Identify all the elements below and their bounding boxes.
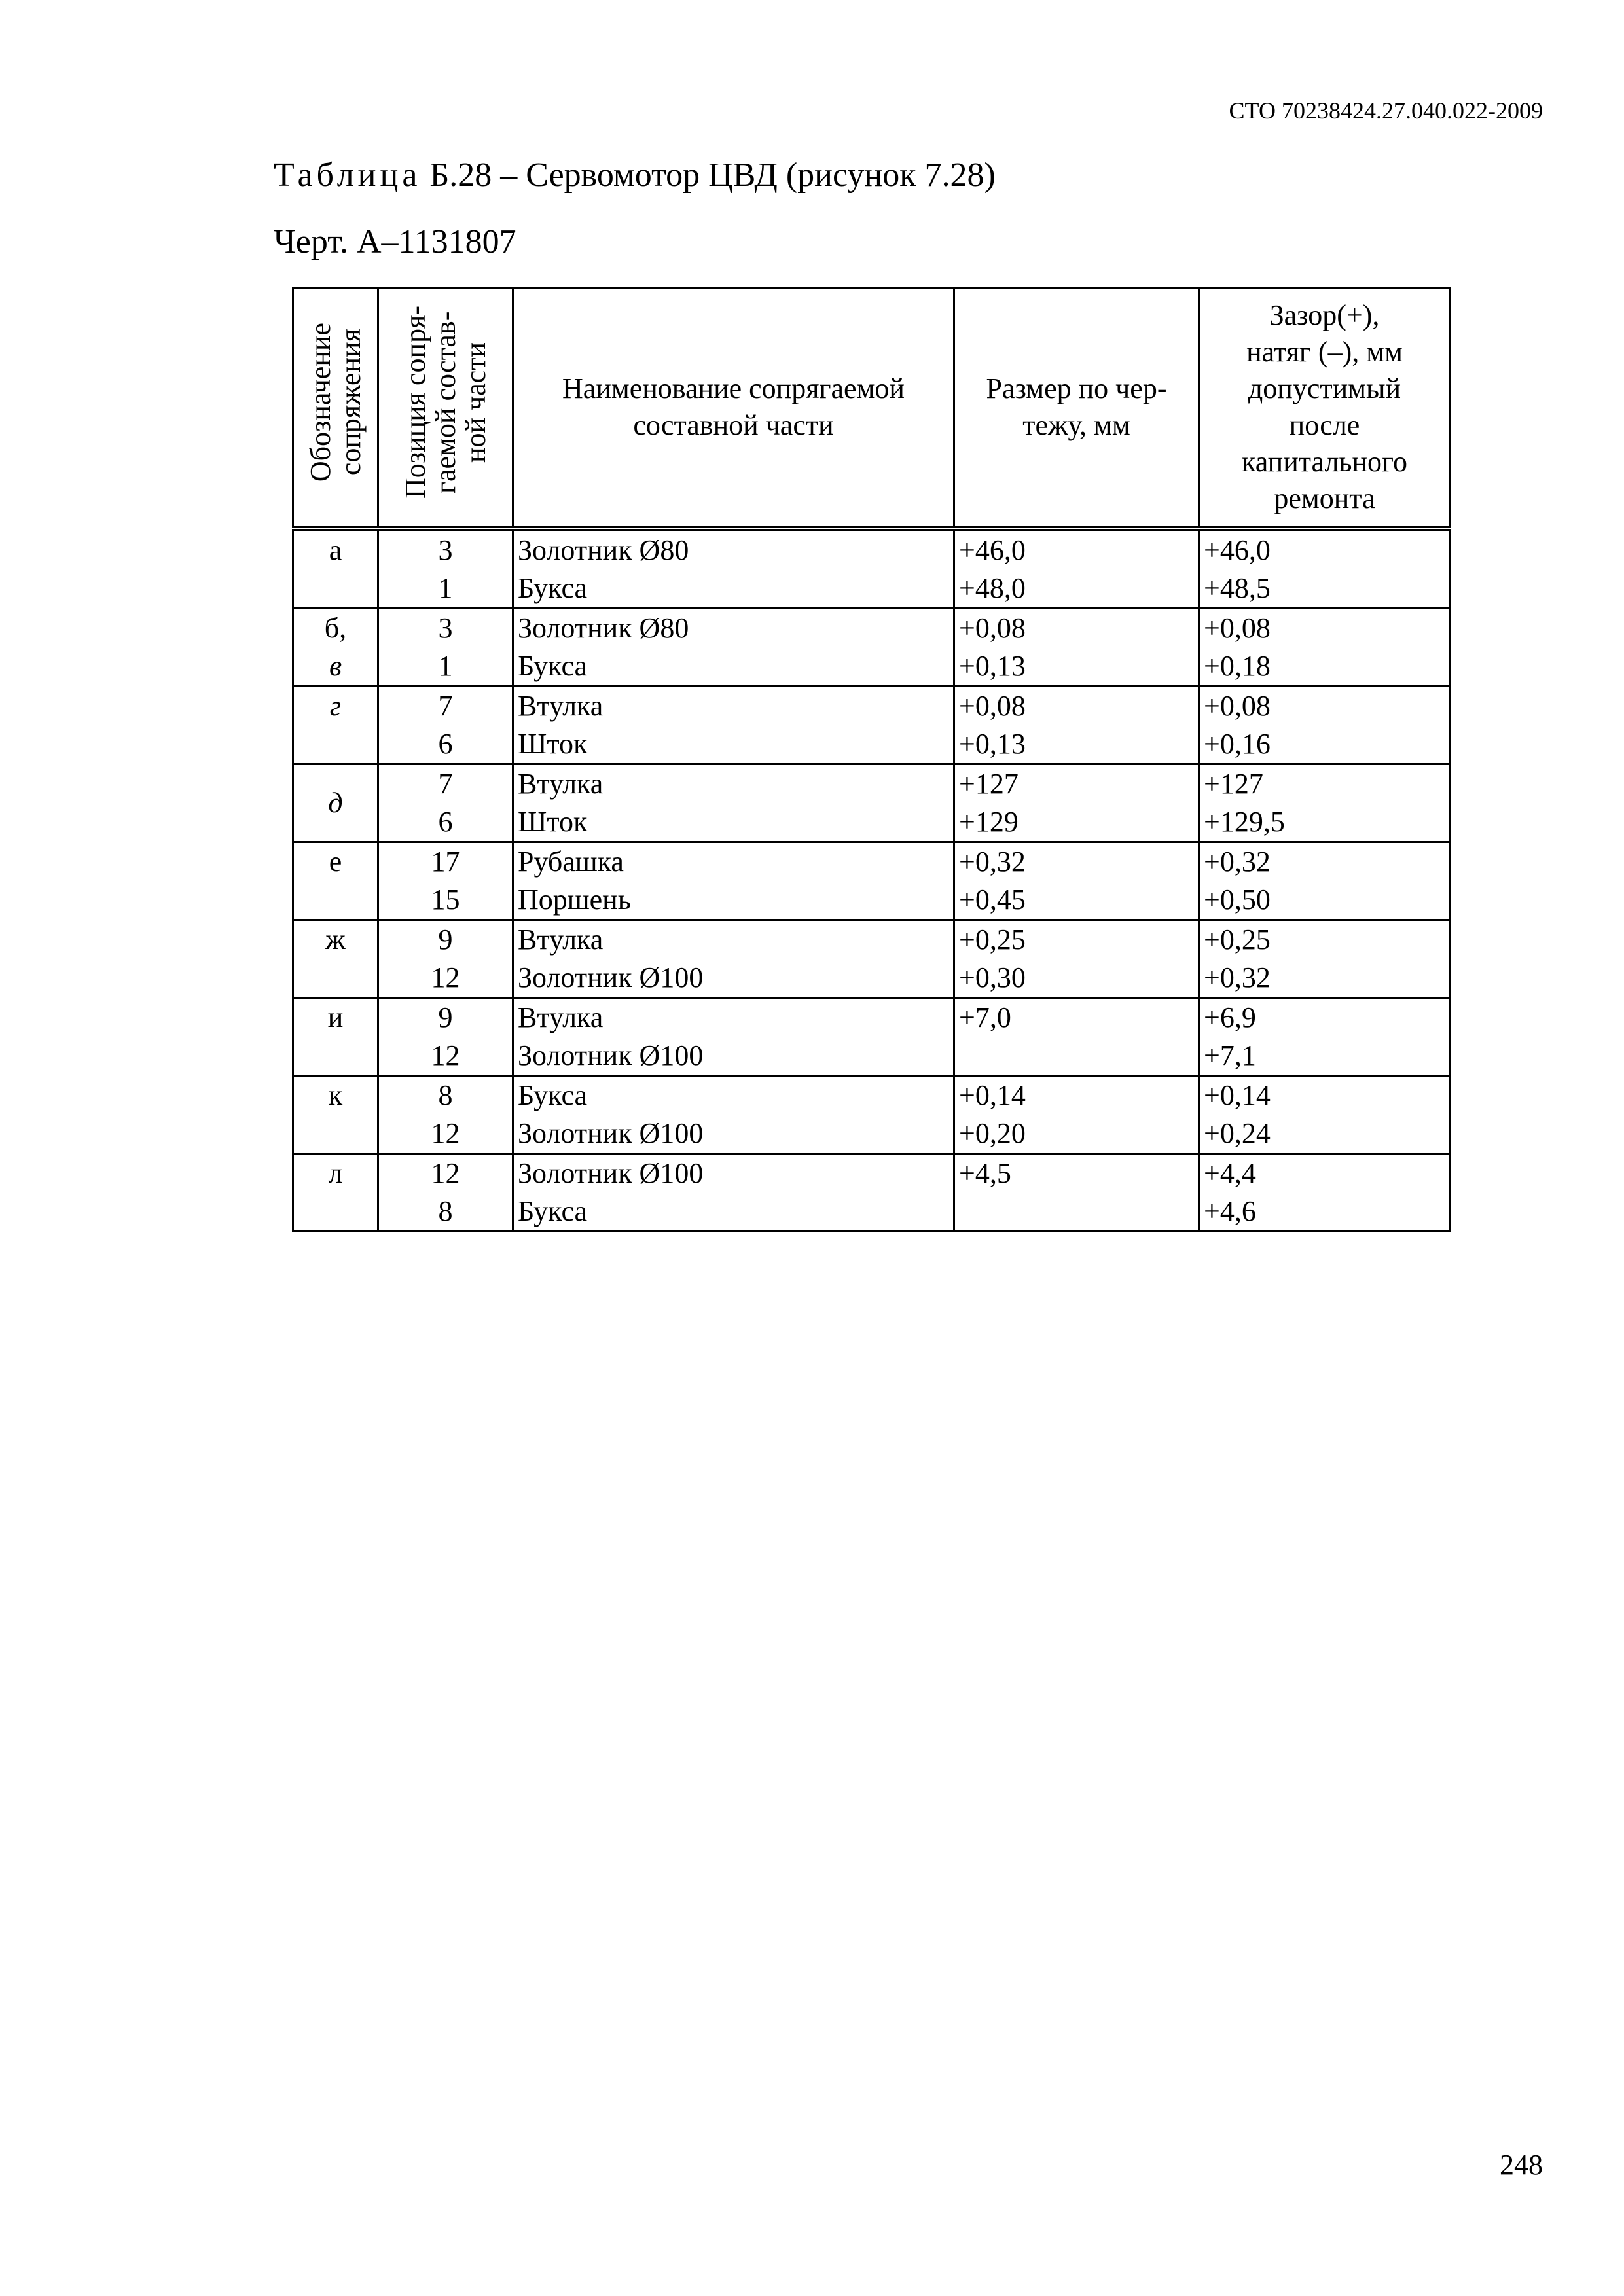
designation-cell: в (293, 647, 378, 687)
part-name-cell: Поршень (513, 881, 954, 920)
designation-cell (293, 959, 378, 998)
designation-cell: л (293, 1154, 378, 1193)
part-name-cell: Золотник Ø100 (513, 959, 954, 998)
part-name-cell: Букса (513, 1193, 954, 1232)
clearance-cell: +127 (1199, 764, 1451, 804)
position-cell: 3 (378, 609, 513, 648)
table-title (274, 156, 996, 194)
part-name-cell: Втулка (513, 920, 954, 960)
header-position (378, 288, 513, 529)
clearance-cell: +0,32 (1199, 959, 1451, 998)
designation-cell: д (293, 764, 378, 842)
header-drawing-size-label: Размер по чер- тежу, мм (986, 372, 1167, 441)
position-cell: 3 (378, 529, 513, 570)
part-name-cell: Золотник Ø100 (513, 1037, 954, 1076)
clearance-cell: +4,4 (1199, 1154, 1451, 1193)
table-row (293, 687, 1451, 726)
designation-cell (293, 725, 378, 764)
position-cell: 7 (378, 687, 513, 726)
position-cell: 9 (378, 920, 513, 960)
position-cell: 12 (378, 1154, 513, 1193)
part-name-cell: Золотник Ø100 (513, 1115, 954, 1154)
table-row (293, 1115, 1451, 1154)
header-clearance-label: Зазор(+), натяг (–), мм допустимый после капитального ремонта (1242, 299, 1407, 514)
mating-parts-table (292, 287, 1451, 1232)
table-row (293, 529, 1451, 570)
table-row (293, 920, 1451, 960)
designation-cell: а (293, 529, 378, 570)
part-name-cell: Рубашка (513, 842, 954, 882)
table-row (293, 803, 1451, 842)
table-title-prefix: Таблица (274, 156, 422, 194)
clearance-cell: +7,1 (1199, 1037, 1451, 1076)
header-designation (293, 288, 378, 529)
part-name-cell: Втулка (513, 764, 954, 804)
table-row (293, 998, 1451, 1037)
position-cell: 7 (378, 764, 513, 804)
designation-cell: б, (293, 609, 378, 648)
table-header-row (293, 288, 1451, 529)
table-row (293, 647, 1451, 687)
part-name-cell: Букса (513, 1076, 954, 1115)
table-row (293, 1154, 1451, 1193)
size-cell: +0,25 (954, 920, 1199, 960)
part-name-cell: Шток (513, 725, 954, 764)
table-row (293, 569, 1451, 609)
size-cell: +0,14 (954, 1076, 1199, 1115)
position-cell: 12 (378, 1037, 513, 1076)
size-cell: +0,30 (954, 959, 1199, 998)
table-row (293, 1037, 1451, 1076)
document-code: СТО 70238424.27.040.022-2009 (1229, 98, 1543, 124)
position-cell: 1 (378, 647, 513, 687)
clearance-cell: +0,50 (1199, 881, 1451, 920)
position-cell: 9 (378, 998, 513, 1037)
clearance-cell: +0,18 (1199, 647, 1451, 687)
designation-cell: к (293, 1076, 378, 1115)
position-cell: 6 (378, 725, 513, 764)
size-cell: +0,08 (954, 687, 1199, 726)
part-name-cell: Букса (513, 569, 954, 609)
size-cell: +0,08 (954, 609, 1199, 648)
designation-cell (293, 1193, 378, 1232)
clearance-cell: +0,16 (1199, 725, 1451, 764)
designation-cell: и (293, 998, 378, 1037)
table-row (293, 764, 1451, 804)
table-title-text: Б.28 – Сервомотор ЦВД (рисунок 7.28) (421, 156, 996, 194)
designation-cell (293, 1115, 378, 1154)
part-name-cell: Золотник Ø100 (513, 1154, 954, 1193)
part-name-cell: Шток (513, 803, 954, 842)
position-cell: 17 (378, 842, 513, 882)
size-cell: +0,13 (954, 725, 1199, 764)
part-name-cell: Втулка (513, 687, 954, 726)
clearance-cell: +6,9 (1199, 998, 1451, 1037)
size-cell: +127 (954, 764, 1199, 804)
clearance-cell: +0,08 (1199, 687, 1451, 726)
table-row (293, 842, 1451, 882)
size-cell: +0,20 (954, 1115, 1199, 1154)
table-row (293, 725, 1451, 764)
clearance-cell: +48,5 (1199, 569, 1451, 609)
position-cell: 6 (378, 803, 513, 842)
table-row (293, 959, 1451, 998)
position-cell: 12 (378, 959, 513, 998)
size-cell: +0,32 (954, 842, 1199, 882)
header-clearance (1199, 288, 1451, 529)
designation-cell: ж (293, 920, 378, 960)
position-cell: 15 (378, 881, 513, 920)
position-cell: 8 (378, 1193, 513, 1232)
clearance-cell: +0,32 (1199, 842, 1451, 882)
designation-cell (293, 1037, 378, 1076)
clearance-cell: +4,6 (1199, 1193, 1451, 1232)
header-part-name-label: Наименование сопрягаемой составной части (562, 372, 905, 441)
position-cell: 8 (378, 1076, 513, 1115)
clearance-cell: +46,0 (1199, 529, 1451, 570)
page-number: 248 (1500, 2149, 1543, 2181)
designation-cell: г (293, 687, 378, 726)
header-designation-label: Обозначение сопряжения (304, 323, 367, 482)
table-row (293, 609, 1451, 648)
size-cell (954, 1037, 1199, 1076)
size-cell: +48,0 (954, 569, 1199, 609)
clearance-cell: +0,25 (1199, 920, 1451, 960)
part-name-cell: Букса (513, 647, 954, 687)
designation-cell (293, 569, 378, 609)
size-cell (954, 1193, 1199, 1232)
part-name-cell: Золотник Ø80 (513, 609, 954, 648)
header-drawing-size (954, 288, 1199, 529)
size-cell: +0,45 (954, 881, 1199, 920)
clearance-cell: +0,24 (1199, 1115, 1451, 1154)
position-cell: 12 (378, 1115, 513, 1154)
clearance-cell: +0,14 (1199, 1076, 1451, 1115)
size-cell: +0,13 (954, 647, 1199, 687)
table-row (293, 1076, 1451, 1115)
drawing-reference: Черт. А–1131807 (274, 223, 516, 260)
designation-cell: е (293, 842, 378, 882)
size-cell: +7,0 (954, 998, 1199, 1037)
clearance-cell: +0,08 (1199, 609, 1451, 648)
size-cell: +129 (954, 803, 1199, 842)
designation-cell (293, 881, 378, 920)
position-cell: 1 (378, 569, 513, 609)
header-part-name (513, 288, 954, 529)
part-name-cell: Втулка (513, 998, 954, 1037)
part-name-cell: Золотник Ø80 (513, 529, 954, 570)
table-row (293, 881, 1451, 920)
clearance-cell: +129,5 (1199, 803, 1451, 842)
header-position-label: Позиция сопря- гаемой состав- ной части (399, 306, 492, 499)
size-cell: +4,5 (954, 1154, 1199, 1193)
size-cell: +46,0 (954, 529, 1199, 570)
table-row (293, 1193, 1451, 1232)
